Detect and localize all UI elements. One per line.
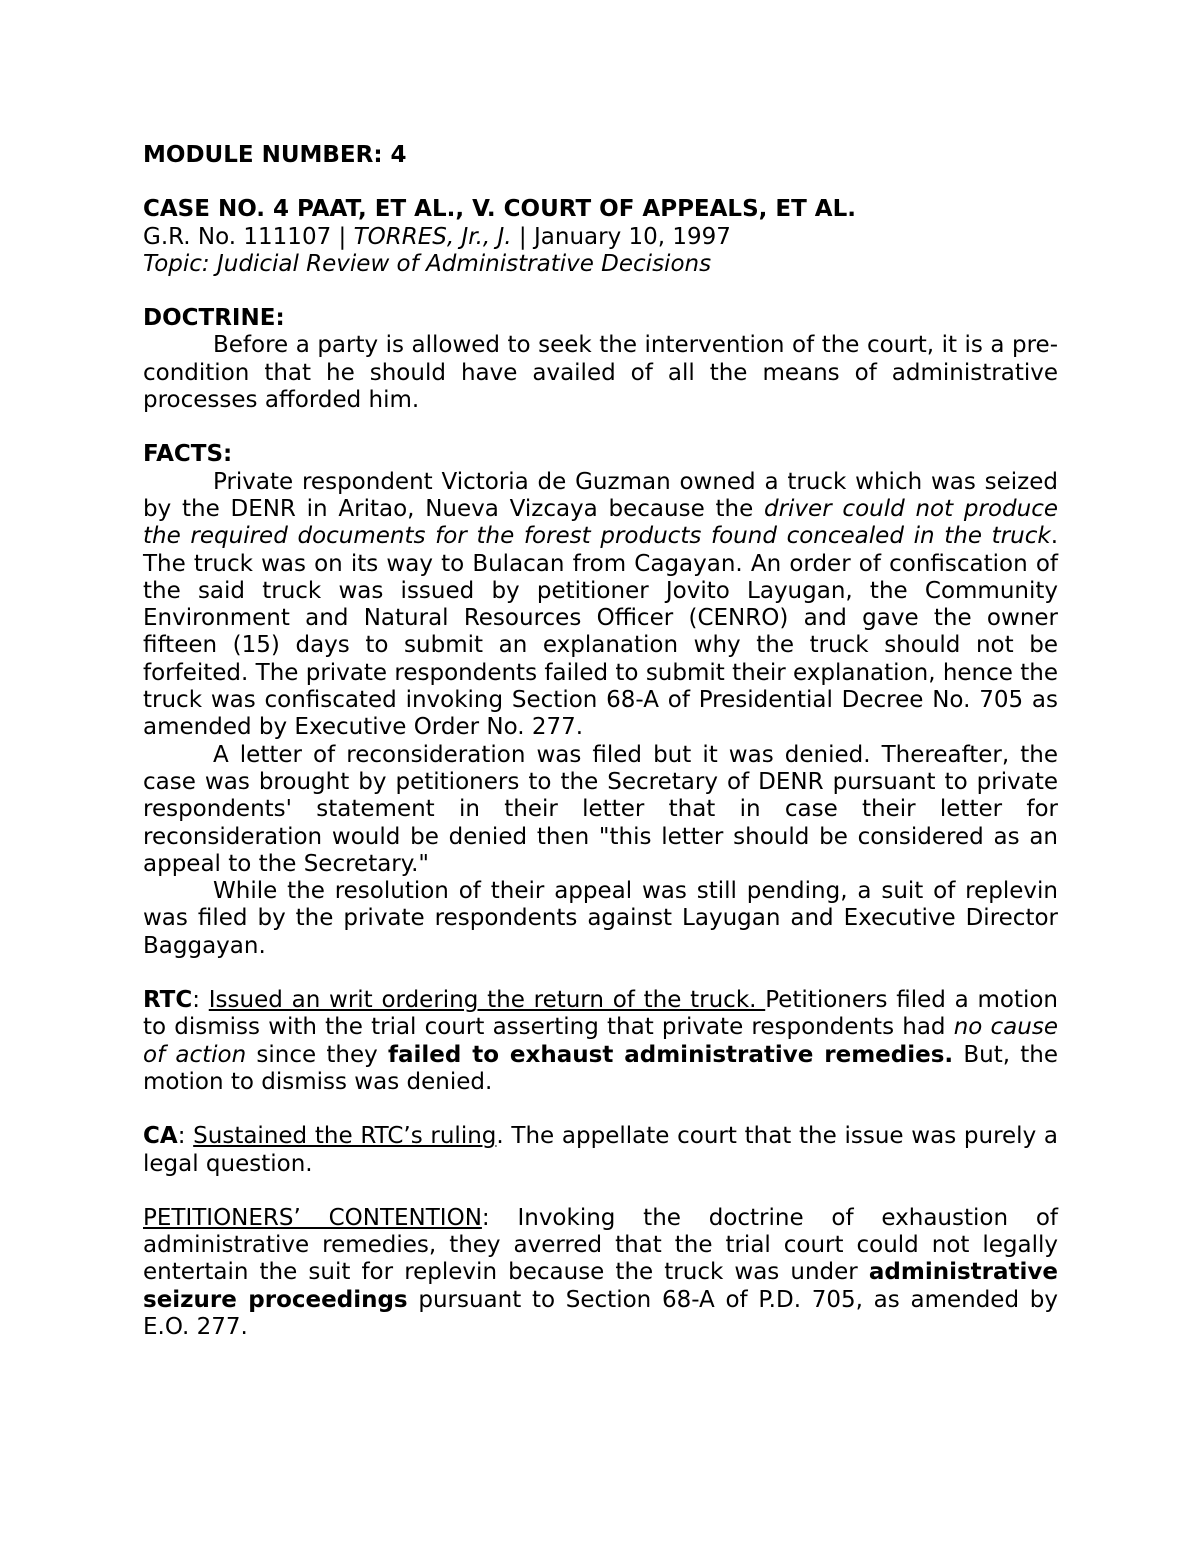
doctrine-heading: DOCTRINE: [143,305,285,332]
facts-emphasis: driver could not produce the required documents for the forest products found concealed in the truck [143,495,1058,550]
ponente: TORRES, Jr., J. [353,223,512,250]
facts-heading: FACTS: [143,441,233,468]
ca-ruling: Sustained the RTC’s ruling [193,1123,497,1150]
module-heading: MODULE NUMBER: 4 [143,142,407,168]
ca-label: CA [143,1123,178,1150]
decision-date: | January 10, 1997 [511,223,731,250]
document-body [143,142,1058,1341]
facts-paragraph-2: A letter of reconsideration was filed but it was denied. Thereafter, the case was brought by petitioners to the Secretary of DENR pursuant to private respondents' statement in their letter that in case their letter for reconsideration would be denied then "this letter should be considered as an appeal to the Secretary." [143,741,1058,877]
rtc-ruling: Issued an writ ordering the return of the truck. [208,987,766,1014]
doctrine-text: Before a party is allowed to seek the intervention of the court, it is a pre-condition that he should have availed of all the means of administrative processes afforded him. [143,332,1058,414]
case-citation [143,224,1058,251]
case-title: CASE NO. 4 PAAT, ET AL., V. COURT OF APPEALS, ET AL. [143,196,856,223]
gr-number: G.R. No. 111107 | [143,223,354,250]
rtc-section: RTC: Issued an writ ordering the return of the truck. Petitioners filed a motion to dismiss with the trial court asserting that private respondents had no cause of action since they failed to exhaust administrative remedies. But, the motion to dismiss was denied. [143,987,1059,1095]
petitioners-contention: PETITIONERS’ CONTENTION: Invoking the doctrine of exhaustion of administrative remedies, they averred that the trial court could not legally entertain the suit for replevin because the truck was under administrative seizure proceedings pursuant to Section 68-A of P.D. 705, as amended by E.O. 277. [143,1204,1059,1340]
case-topic: Topic: Judicial Review of Administrative Decisions [143,250,712,277]
facts-paragraph-1: Private respondent Victoria de Guzman owned a truck which was seized by the DENR in Aritao, Nueva Vizcaya because the driver could not produce the required documents for the forest products found concealed in the truck. The truck was on its way to Bulacan from Cagayan. An order of confiscation of the said truck was issued by petitioner Jovito Layugan, the Community Environment and Natural Resources Officer (CENRO) and gave the owner fifteen (15) days to submit an explanation why the truck should not be forfeited. The private respondents failed to submit their explanation, hence the truck was confiscated invoking Section 68-A of Presidential Decree No. 705 as amended by Executive Order No. 277. [143,468,1058,741]
facts-paragraph-3: While the resolution of their appeal was still pending, a suit of replevin was filed by the private respondents against Layugan and Executive Director Baggayan. [143,878,1058,959]
rtc-label: RTC [143,987,193,1014]
petitioners-label: PETITIONERS’ CONTENTION [143,1204,482,1231]
ca-section: CA: Sustained the RTC’s ruling. The appellate court that the issue was purely a legal question. [143,1123,1058,1177]
